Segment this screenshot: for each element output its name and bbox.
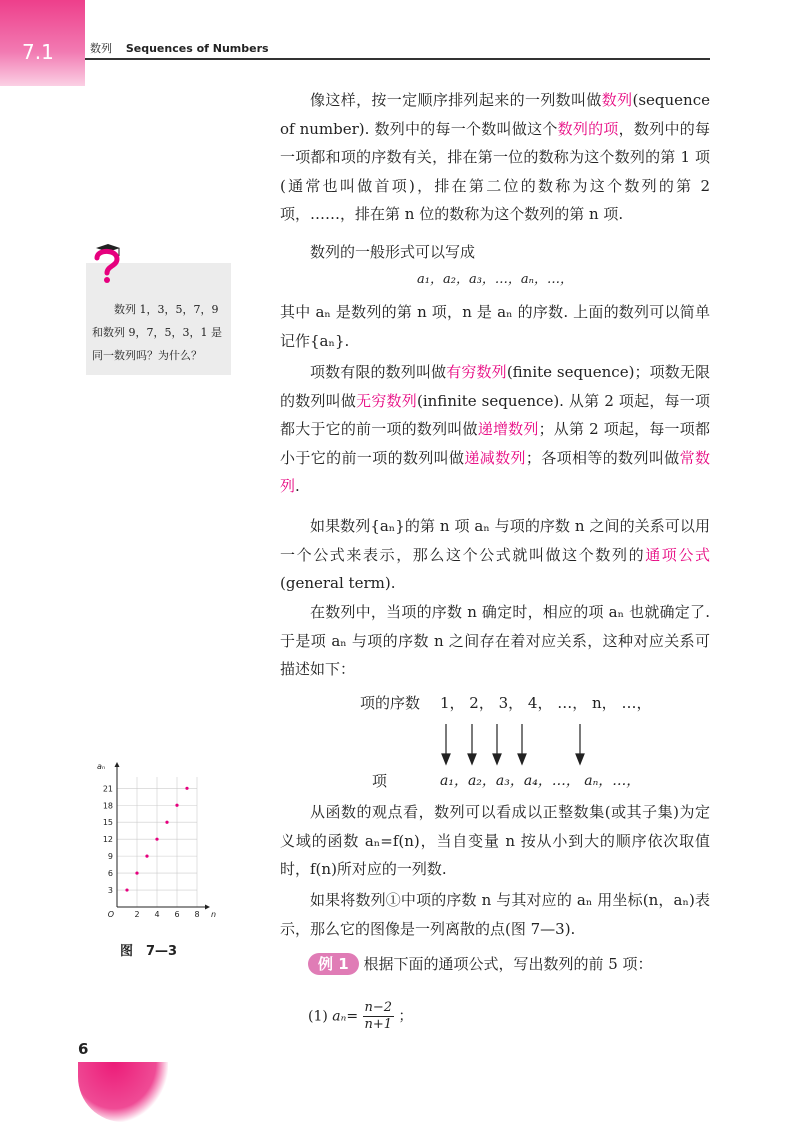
fraction-denominator: n+1 <box>364 1017 393 1032</box>
page-number: 6 <box>78 1040 89 1058</box>
text-span: ；各项相等的数列叫做 <box>525 448 680 467</box>
text-span: (sequence of number). 数列中的每一个数叫做这个 <box>280 91 710 138</box>
header-rule <box>85 58 710 60</box>
x-tick-label: 4 <box>154 910 160 919</box>
origin-label: O <box>107 910 114 919</box>
text-span: 像这样，按一定顺序排列起来的一列数叫做 <box>310 91 602 109</box>
paragraph-general-term <box>280 512 710 598</box>
example-1 <box>308 952 653 976</box>
question-mark-icon <box>88 244 124 284</box>
term-infinite: 无穷数列 <box>356 391 417 410</box>
data-point <box>135 871 138 874</box>
text-span: 项数有限的数列叫做 <box>310 363 447 381</box>
paragraph-correspondence: 在数列中，当项的序数 n 确定时，相应的项 aₙ 也就确定了. 于是项 aₙ 与项的序数 n 之间存在着对应关系，这种对应关系可描述如下： <box>280 603 710 678</box>
map-label-index: 项的序数 <box>360 694 421 712</box>
x-axis-label: n <box>211 910 217 919</box>
paragraph-graph: 如果将数列①中项的序数 n 与其对应的 aₙ 用坐标(n，aₙ)表示，那么它的图像是一列离散的点(图 7—3). <box>280 891 710 938</box>
paragraph-notation: 其中 aₙ 是数列的第 n 项，n 是 aₙ 的序数. 上面的数列可以简单记作{aₙ}. <box>280 303 710 350</box>
map-arrows <box>430 722 610 766</box>
map-values-index: 1， 2， 3， 4， …， n， …， <box>440 694 652 712</box>
text-span: 如果数列{aₙ}的第 n 项 aₙ 与项的序数 n 之间的关系可以用一个公式来表示，那么这个公式就叫做这个数列的 <box>280 517 710 564</box>
y-tick-label: 3 <box>107 886 113 896</box>
text-span: (finite sequence)；项数无限的数列叫做 <box>280 363 710 410</box>
y-axis-arrow <box>115 762 120 767</box>
text-span: (general term). <box>280 574 396 592</box>
example-text: 根据下面的通项公式，写出数列的前 5 项： <box>363 955 653 973</box>
section-title-cn: 数列 <box>90 42 112 55</box>
x-tick-label: 6 <box>174 910 180 919</box>
paragraph-general-form: 数列的一般形式可以写成 <box>310 243 476 261</box>
y-tick-label: 21 <box>102 784 113 794</box>
paragraph-sequence-types <box>280 358 710 501</box>
text-span: (infinite sequence). 从第 2 项起，每一项都大于它的前一项的数列叫做 <box>280 391 710 438</box>
example-item-label: (1) <box>308 1008 328 1025</box>
data-point <box>155 838 158 841</box>
map-label-term: 项 <box>372 772 388 790</box>
formula-lhs: aₙ= <box>332 1008 359 1025</box>
y-tick-label: 12 <box>102 835 113 845</box>
term-constant: 常数列 <box>280 448 710 495</box>
x-tick-label: 8 <box>194 910 200 919</box>
page-corner-decoration <box>78 1062 168 1122</box>
example-item-1 <box>308 1000 413 1033</box>
text-span: . <box>295 477 300 495</box>
x-axis-arrow <box>205 905 210 910</box>
paragraph-function-view: 从函数的观点看，数列可以看成以正整数集(或其子集)为定义域的函数 aₙ=f(n)，当自变量 n 按从小到大的顺序依次取值时，f(n)所对应的一列数. <box>280 803 710 878</box>
formula-end: ； <box>398 1008 413 1025</box>
paragraph-definition <box>280 86 710 229</box>
sidebar-question-text: 数列 1，3，5，7，9 和数列 9，7，5，3，1 是同一数列吗？为什么？ <box>92 303 222 362</box>
term-increasing: 递增数列 <box>477 420 539 438</box>
data-point <box>125 888 128 891</box>
y-axis-label: aₙ <box>97 762 106 771</box>
running-header <box>90 40 269 56</box>
term-term: 数列的项 <box>557 119 619 138</box>
figure-7-3-chart <box>95 762 217 930</box>
figure-caption: 图 7—3 <box>120 944 178 959</box>
y-tick-label: 9 <box>107 852 113 862</box>
data-point <box>175 804 178 807</box>
term-decreasing: 递减数列 <box>464 448 526 467</box>
y-tick-label: 6 <box>107 869 113 879</box>
x-tick-label: 2 <box>134 910 140 919</box>
section-title-en: Sequences of Numbers <box>125 42 269 55</box>
term-sequence: 数列 <box>601 91 633 109</box>
data-point <box>165 821 168 824</box>
term-general-term: 通项公式 <box>645 545 710 564</box>
map-values-term: a₁，a₂，a₃，a₄，…， aₙ，…， <box>440 773 641 789</box>
fraction <box>363 1000 395 1033</box>
text-span: ；从第 2 项起，每一项都小于它的前一项的数列叫做 <box>280 420 710 467</box>
term-finite: 有穷数列 <box>446 363 507 381</box>
y-tick-label: 18 <box>102 801 113 811</box>
example-tag: 例 1 <box>308 953 359 975</box>
section-number: 7.1 <box>22 40 54 64</box>
data-point <box>145 855 148 858</box>
fraction-numerator: n−2 <box>364 1000 393 1015</box>
general-form-formula: a₁，a₂，a₃，…，aₙ，…， <box>417 272 573 287</box>
y-tick-label: 15 <box>102 818 113 828</box>
text-span: ，数列中的每一项都和项的序数有关，排在第一位的数称为这个数列的第 1 项(通常也叫做首项)，排在第二位的数称为这个数列的第 2 项，……，排在第 n 位的数称为这个数列的第 n 项. <box>280 119 710 223</box>
data-point <box>185 787 188 790</box>
